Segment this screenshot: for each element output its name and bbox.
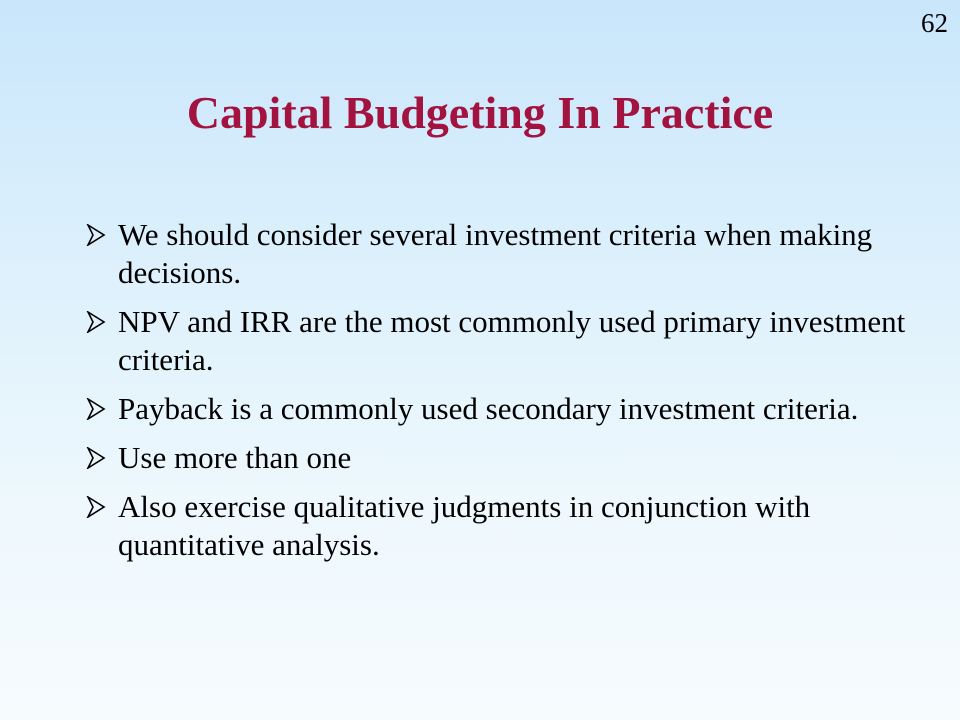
bullet-item	[86, 390, 906, 428]
bullet-item	[86, 439, 906, 477]
arrowhead-bullet-icon	[86, 216, 118, 246]
bullet-text: Payback is a commonly used secondary investment criteria.	[118, 391, 859, 426]
bullet-item	[86, 303, 906, 379]
bullet-text: Also exercise qualitative judgments in conjunction with quantitative analysis.	[118, 489, 811, 562]
arrowhead-bullet-icon	[86, 439, 118, 469]
arrowhead-bullet-icon	[86, 390, 118, 420]
slide-title: Capital Budgeting In Practice	[186, 87, 774, 138]
arrowhead-bullet-icon	[86, 488, 118, 518]
arrowhead-bullet-icon	[86, 303, 118, 333]
bullet-text: NPV and IRR are the most commonly used primary investment criteria.	[118, 304, 906, 377]
slide-number: 62	[921, 8, 948, 38]
bullet-list	[86, 216, 906, 575]
bullet-text: We should consider several investment criteria when making decisions.	[118, 217, 873, 290]
bullet-item	[86, 488, 906, 564]
bullet-item	[86, 216, 906, 292]
bullet-text: Use more than one	[118, 440, 352, 475]
